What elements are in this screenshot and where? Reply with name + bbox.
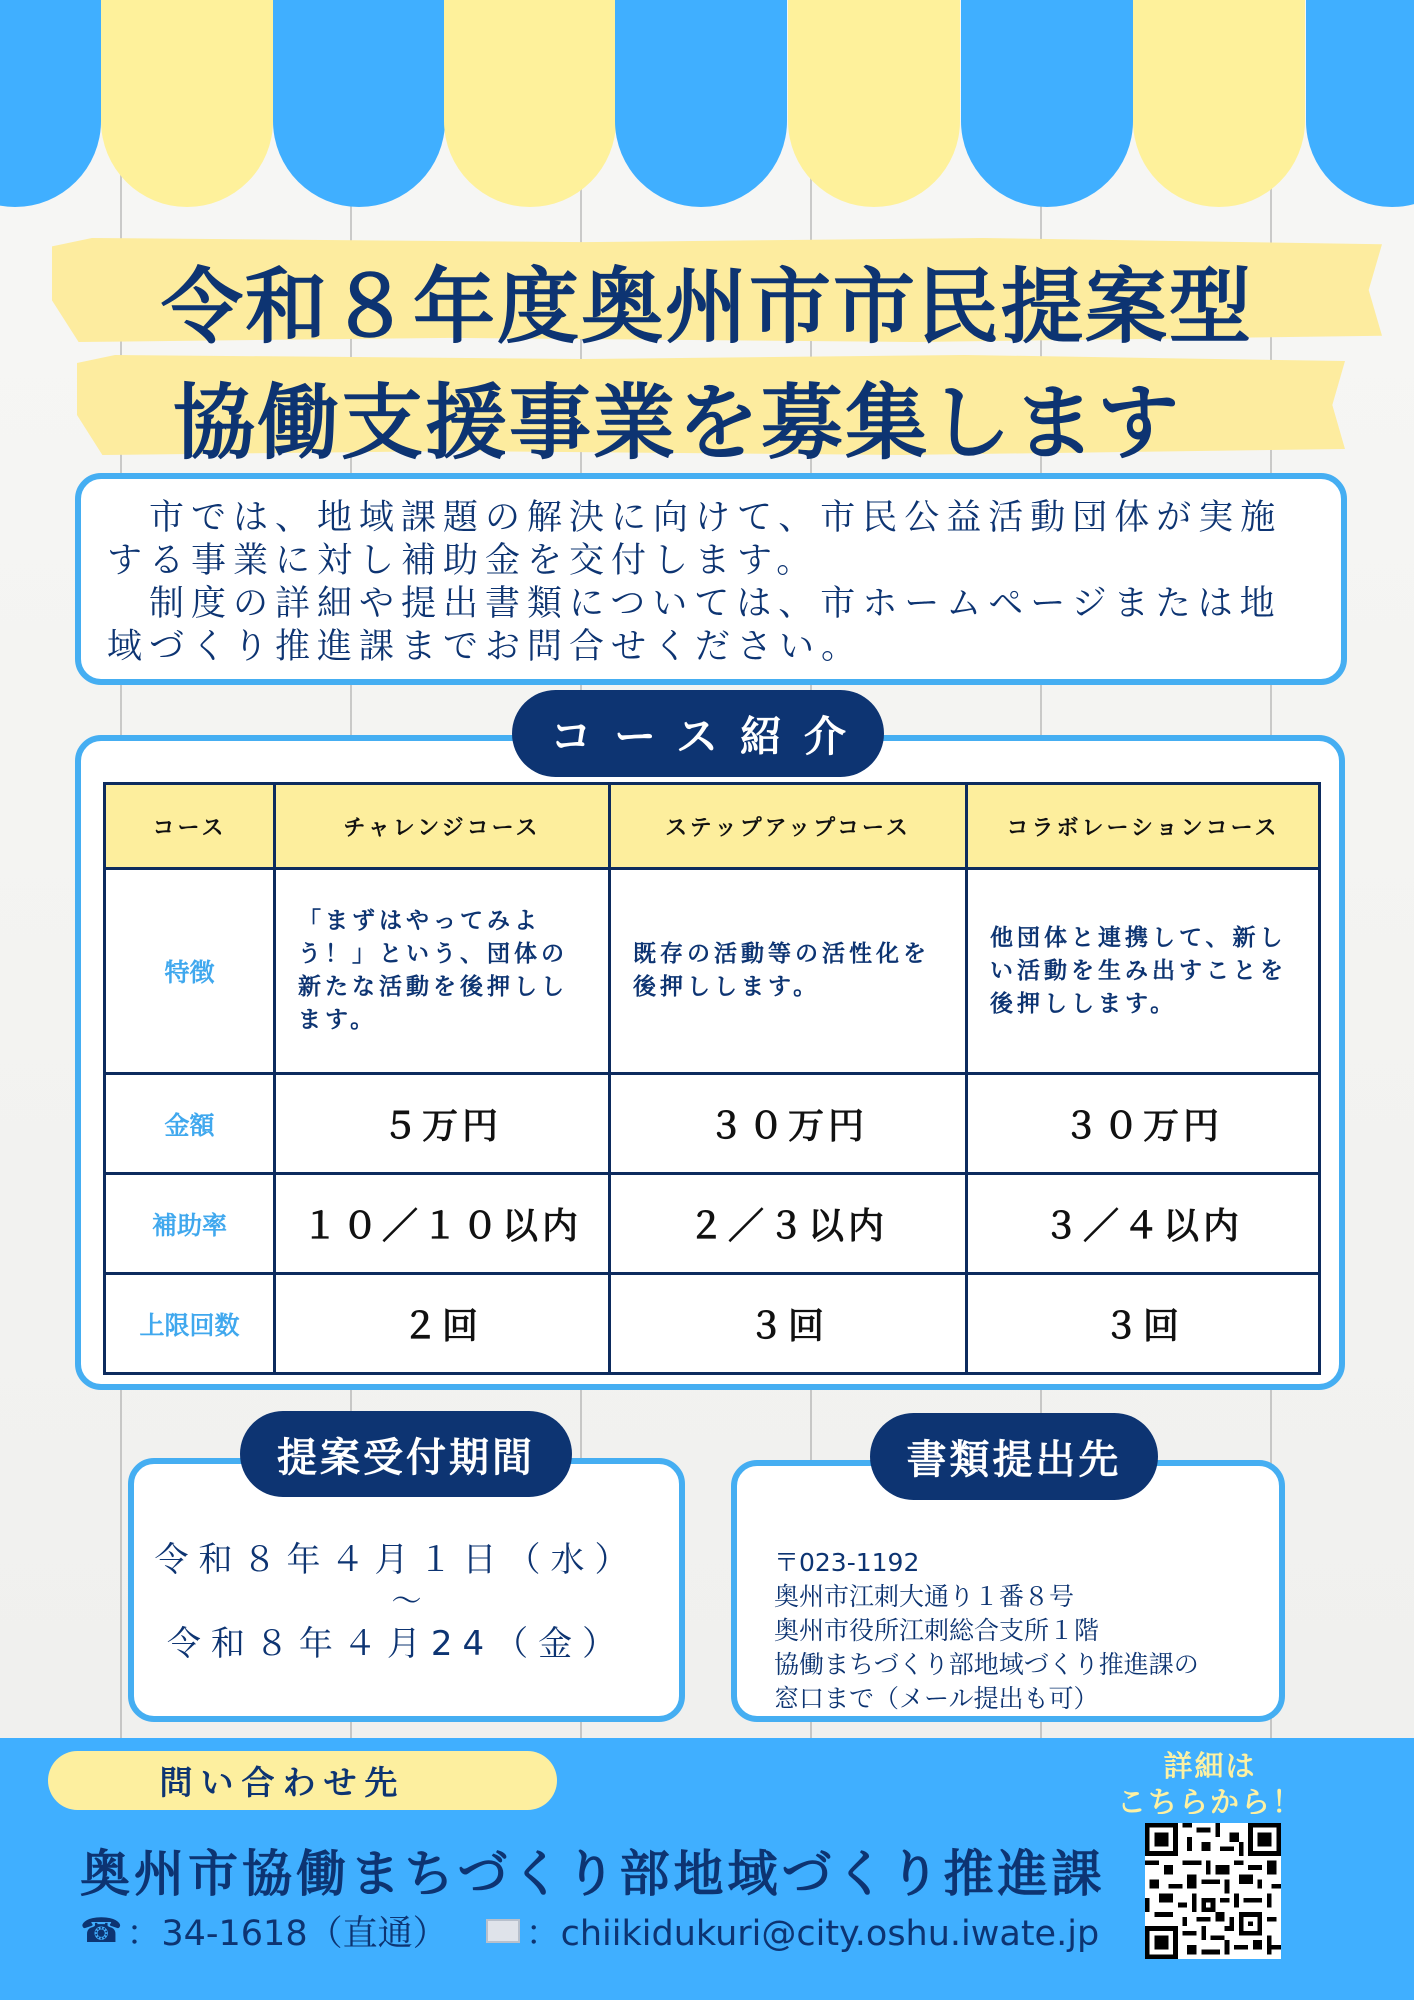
contact-footer [0,1738,1414,2000]
table-cell: 「まずはやってみよう！」という、団体の新たな活動を後押しします。 [275,869,610,1074]
awning-stripe-blue [961,0,1133,207]
table-cell: １０／１０以内 [275,1174,610,1274]
awning-stripe-blue [615,0,787,207]
table-row [105,1274,1320,1374]
awning-stripe-blue [273,0,445,207]
awning-stripe-yellow [788,0,960,207]
table-header: コース [105,784,275,869]
page-title-line-2: 協働支援事業を募集します [172,376,1181,471]
table-row [105,1074,1320,1174]
table-cell: 他団体と連携して、新しい活動を生み出すことを後押しします。 [967,869,1320,1074]
submission-address [774,1546,1199,1716]
period-end-date: 令和８年４月24（金） [166,1624,627,1664]
table-cell: ２／３以内 [610,1174,967,1274]
course-table [103,782,1321,1375]
table-cell: 既存の活動等の活性化を後押しします。 [610,869,967,1074]
table-header: チャレンジコース [275,784,610,869]
phone-icon: ☎ [80,1911,123,1951]
table-cell: ３０万円 [610,1074,967,1174]
row-label: 特徴 [105,869,275,1074]
email-address[interactable]: ：chiikidukuri@city.oshu.iwate.jp [525,1914,1100,1954]
row-label: 上限回数 [105,1274,275,1374]
table-header: コラボレーションコース [967,784,1320,869]
awning-stripe-yellow [444,0,616,207]
qr-code[interactable] [1145,1823,1281,1959]
intro-paragraph: 市では、地域課題の解決に向けて、市民公益活動団体が実施する事業に対し補助金を交付します。 [107,498,1283,581]
table-cell: ３／４以内 [967,1174,1320,1274]
contact-details [80,1906,1099,1956]
awning-stripe-yellow [101,0,273,207]
table-cell: ５万円 [275,1074,610,1174]
address-line: 窓口まで（メール提出も可） [774,1684,1099,1713]
phone-number[interactable]: ：34-1618（直通） [126,1914,448,1954]
table-row [105,1174,1320,1274]
postal-code: 〒023-1192 [774,1548,920,1577]
page-title-line-1: 令和８年度奥州市市民提案型 [160,260,1253,355]
table-cell: ３回 [967,1274,1320,1374]
department-name: 奥州市協働まちづくり部地域づくり推進課 [80,1845,1106,1903]
row-label: 補助率 [105,1174,275,1274]
table-cell: ３回 [610,1274,967,1374]
row-label: 金額 [105,1074,275,1174]
awning-stripe-blue [0,0,101,207]
address-line: 奥州市江刺大通り１番８号 [774,1582,1075,1611]
table-cell: ３０万円 [967,1074,1320,1174]
envelope-icon [486,1919,520,1943]
awning-banner [0,0,1414,210]
intro-paragraph: 制度の詳細や提出書類については、市ホームページまたは地域づくり推進課までお問合せください。 [107,584,1282,667]
application-period-box [128,1458,685,1722]
table-cell: ２回 [275,1274,610,1374]
qr-caption-line: こちらから！ [1116,1785,1303,1819]
qr-caption [1110,1748,1310,1820]
submission-title: 書類提出先 [870,1413,1158,1500]
application-period-title: 提案受付期間 [240,1411,572,1497]
period-separator: ～ [391,1584,422,1619]
table-header: ステップアップコース [610,784,967,869]
qr-code-icon [1145,1823,1281,1959]
qr-caption-line: 詳細は [1163,1749,1257,1783]
contact-label: 問い合わせ先 [48,1751,557,1810]
address-line: 奥州市役所江刺総合支所１階 [774,1616,1100,1645]
awning-stripe-blue [1306,0,1414,207]
table-row [105,869,1320,1074]
course-section-title: コース紹介 [512,690,884,777]
address-line: 協働まちづくり部地域づくり推進課の [774,1650,1199,1679]
table-header-row [105,784,1320,869]
awning-stripe-yellow [1133,0,1305,207]
period-start-date: 令和８年４月１日（水） [154,1540,639,1580]
intro-box [75,473,1347,685]
